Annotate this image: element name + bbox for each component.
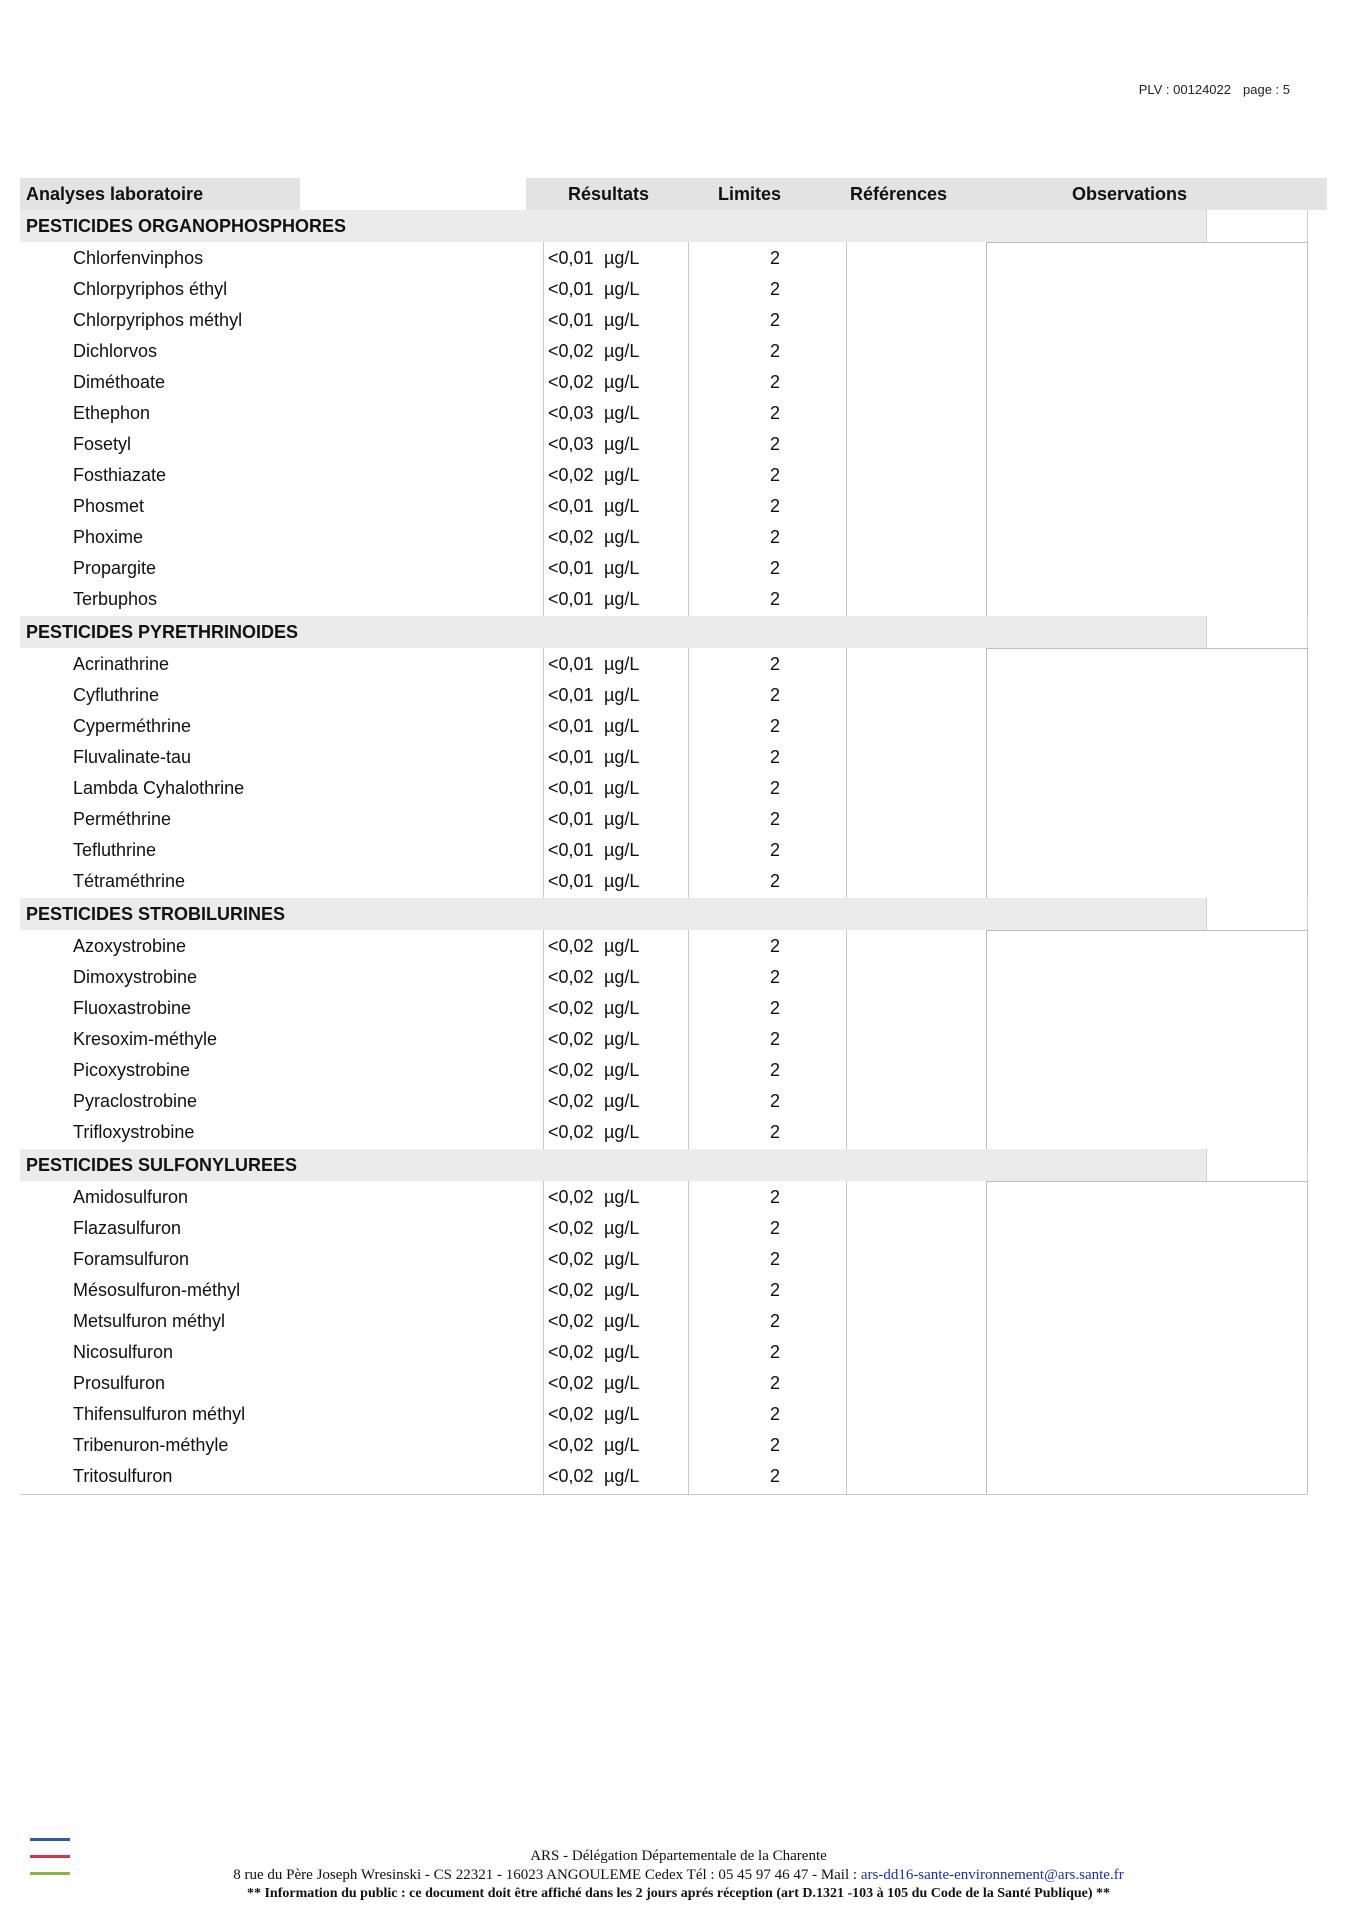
limit-value: 2 (769, 1060, 780, 1080)
result-unit: µg/L (604, 809, 640, 829)
section-title: PESTICIDES STROBILURINES (26, 904, 286, 924)
result-value: <0,01 (548, 685, 594, 705)
limit-value: 2 (769, 1342, 780, 1362)
table-row (20, 459, 1308, 490)
result-unit: µg/L (604, 1091, 640, 1111)
table-row (20, 772, 1308, 803)
result-value: <0,02 (548, 998, 594, 1018)
limit-value: 2 (769, 840, 780, 860)
limit-value: 2 (769, 1122, 780, 1142)
section-rows (20, 930, 1308, 1151)
limit-value: 2 (769, 434, 780, 454)
result-unit: µg/L (604, 1311, 640, 1331)
result-unit: µg/L (604, 1187, 640, 1207)
limit-value: 2 (769, 1280, 780, 1300)
result-unit: µg/L (604, 840, 640, 860)
result-unit: µg/L (604, 998, 640, 1018)
table-row (20, 865, 1308, 896)
analyte-name: Nicosulfuron (73, 1342, 174, 1362)
analyte-name: Pyraclostrobine (73, 1091, 198, 1111)
limit-value: 2 (769, 778, 780, 798)
section-header (20, 1149, 1206, 1181)
table-row (20, 1243, 1308, 1274)
result-value: <0,01 (548, 809, 594, 829)
table-row (20, 1116, 1308, 1147)
result-unit: µg/L (604, 1373, 640, 1393)
analyte-name: Tribenuron-méthyle (73, 1435, 229, 1455)
result-value: <0,02 (548, 1122, 594, 1142)
analyte-name: Fosthiazate (73, 465, 167, 485)
limit-value: 2 (769, 372, 780, 392)
limit-value: 2 (769, 1218, 780, 1238)
result-value: <0,01 (548, 654, 594, 674)
limit-value: 2 (769, 1249, 780, 1269)
result-value: <0,01 (548, 279, 594, 299)
logo-blue-bar (30, 1838, 70, 1841)
section-header-tail (1206, 898, 1308, 930)
footer-notice: ** Information du public : ce document doit être affiché dans les 2 jours aprés réception (art D.1321 -103 à 105 du Code de la Santé Publique) ** (246, 1886, 1111, 1901)
table-row (20, 490, 1308, 521)
result-value: <0,01 (548, 589, 594, 609)
result-unit: µg/L (604, 967, 640, 987)
table-row (20, 741, 1308, 772)
table-row (20, 992, 1308, 1023)
table-row (20, 1212, 1308, 1243)
analyte-name: Chlorpyriphos éthyl (73, 279, 228, 299)
result-unit: µg/L (604, 434, 640, 454)
limit-value: 2 (769, 998, 780, 1018)
section-header (20, 898, 1206, 930)
analyte-name: Tritosulfuron (73, 1466, 173, 1486)
table-row (20, 679, 1308, 710)
limit-value: 2 (769, 1373, 780, 1393)
analyte-name: Azoxystrobine (73, 936, 187, 956)
analyte-name: Tefluthrine (73, 840, 157, 860)
analyte-name: Thifensulfuron méthyl (73, 1404, 246, 1424)
analyte-name: Picoxystrobine (73, 1060, 191, 1080)
analyte-name: Prosulfuron (73, 1373, 166, 1393)
footer-address (0, 1867, 1357, 1884)
result-unit: µg/L (604, 527, 640, 547)
analyte-name: Terbuphos (73, 589, 158, 609)
result-value: <0,01 (548, 747, 594, 767)
result-value: <0,01 (548, 558, 594, 578)
table-row (20, 552, 1308, 583)
table-row (20, 304, 1308, 335)
limit-value: 2 (769, 558, 780, 578)
result-unit: µg/L (604, 936, 640, 956)
page-reference (1100, 82, 1290, 97)
result-value: <0,03 (548, 434, 594, 454)
result-unit: µg/L (604, 310, 640, 330)
result-value: <0,02 (548, 1187, 594, 1207)
limit-value: 2 (769, 967, 780, 987)
table-row (20, 242, 1308, 273)
table-row (20, 1336, 1308, 1367)
result-unit: µg/L (604, 1342, 640, 1362)
table-row (20, 961, 1308, 992)
limit-value: 2 (769, 654, 780, 674)
result-value: <0,01 (548, 778, 594, 798)
analyte-name: Foramsulfuron (73, 1249, 190, 1269)
limit-value: 2 (769, 871, 780, 891)
analyte-name: Dimoxystrobine (73, 967, 198, 987)
header-limites: Limites (718, 184, 782, 204)
table-row (20, 1429, 1308, 1460)
result-value: <0,02 (548, 1404, 594, 1424)
analyte-name: Mésosulfuron-méthyl (73, 1280, 241, 1300)
limit-value: 2 (769, 1029, 780, 1049)
table-row (20, 1398, 1308, 1429)
table-row (20, 1460, 1308, 1491)
analyte-name: Phoxime (73, 527, 144, 547)
footer-address-text: 8 rue du Père Joseph Wresinski - CS 22321 - 16023 ANGOULEME Cedex Tél : 05 45 97 46 47 - Mail : (233, 1867, 861, 1883)
header-references: Références (850, 184, 948, 204)
table-row (20, 648, 1308, 679)
limit-value: 2 (769, 496, 780, 516)
plv-number: PLV : 00124022 (1138, 82, 1231, 97)
section-header-tail (1206, 616, 1308, 648)
section-title: PESTICIDES SULFONYLUREES (26, 1155, 298, 1175)
result-unit: µg/L (604, 465, 640, 485)
table-row (20, 521, 1308, 552)
table-row (20, 930, 1308, 961)
limit-value: 2 (769, 341, 780, 361)
result-unit: µg/L (604, 871, 640, 891)
limit-value: 2 (769, 589, 780, 609)
analyte-name: Propargite (73, 558, 157, 578)
analyte-name: Fluvalinate-tau (73, 747, 192, 767)
section-rows (20, 648, 1308, 900)
limit-value: 2 (769, 1466, 780, 1486)
footer-email-link[interactable]: ars-dd16-sante-environnement@ars.sante.fr (860, 1867, 1124, 1883)
table-row (20, 1181, 1308, 1212)
result-unit: µg/L (604, 403, 640, 423)
result-value: <0,01 (548, 496, 594, 516)
analyte-name: Kresoxim-méthyle (73, 1029, 218, 1049)
table-row (20, 710, 1308, 741)
result-unit: µg/L (604, 1029, 640, 1049)
section-rows (20, 242, 1308, 618)
result-value: <0,02 (548, 1280, 594, 1300)
result-value: <0,02 (548, 1249, 594, 1269)
section-title: PESTICIDES ORGANOPHOSPHORES (26, 216, 347, 236)
limit-value: 2 (769, 403, 780, 423)
result-unit: µg/L (604, 1060, 640, 1080)
result-value: <0,02 (548, 372, 594, 392)
result-unit: µg/L (604, 654, 640, 674)
result-value: <0,02 (548, 1435, 594, 1455)
section-header (20, 210, 1206, 242)
section-header (20, 616, 1206, 648)
analyte-name: Tétraméthrine (73, 871, 186, 891)
limit-value: 2 (769, 465, 780, 485)
result-unit: µg/L (604, 589, 640, 609)
section-header-tail (1206, 210, 1308, 242)
result-value: <0,01 (548, 310, 594, 330)
result-value: <0,02 (548, 1373, 594, 1393)
analyte-name: Acrinathrine (73, 654, 170, 674)
result-unit: µg/L (604, 496, 640, 516)
section-bottom-rule (20, 1494, 1308, 1495)
table-row (20, 803, 1308, 834)
analyte-name: Metsulfuron méthyl (73, 1311, 226, 1331)
analyte-name: Fluoxastrobine (73, 998, 192, 1018)
limit-value: 2 (769, 248, 780, 268)
limit-value: 2 (769, 1091, 780, 1111)
analyte-name: Trifloxystrobine (73, 1122, 195, 1142)
section-title: PESTICIDES PYRETHRINOIDES (26, 622, 299, 642)
header-blank-cell (300, 178, 526, 210)
analyte-name: Phosmet (73, 496, 145, 516)
result-value: <0,02 (548, 967, 594, 987)
result-unit: µg/L (604, 1122, 640, 1142)
limit-value: 2 (769, 685, 780, 705)
limit-value: 2 (769, 310, 780, 330)
result-value: <0,02 (548, 1342, 594, 1362)
table-row (20, 335, 1308, 366)
limit-value: 2 (769, 1311, 780, 1331)
analyte-name: Cyperméthrine (73, 716, 192, 736)
analyte-name: Chlorpyriphos méthyl (73, 310, 243, 330)
result-unit: µg/L (604, 341, 640, 361)
header-analyses: Analyses laboratoire (26, 184, 204, 204)
header-resultats: Résultats (568, 184, 650, 204)
result-unit: µg/L (604, 716, 640, 736)
result-unit: µg/L (604, 747, 640, 767)
result-unit: µg/L (604, 685, 640, 705)
limit-value: 2 (769, 1435, 780, 1455)
table-row (20, 1305, 1308, 1336)
analyte-name: Perméthrine (73, 809, 172, 829)
section-rows (20, 1181, 1308, 1495)
limit-value: 2 (769, 1187, 780, 1207)
result-unit: µg/L (604, 248, 640, 268)
result-value: <0,02 (548, 1218, 594, 1238)
table-row (20, 834, 1308, 865)
result-value: <0,01 (548, 871, 594, 891)
result-unit: µg/L (604, 778, 640, 798)
table-row (20, 397, 1308, 428)
result-unit: µg/L (604, 558, 640, 578)
table-row (20, 1274, 1308, 1305)
table-row (20, 583, 1308, 614)
analyte-name: Chlorfenvinphos (73, 248, 204, 268)
analyte-name: Diméthoate (73, 372, 166, 392)
page-number: page : 5 (1243, 82, 1290, 97)
analyte-name: Flazasulfuron (73, 1218, 182, 1238)
section-header-tail (1206, 1149, 1308, 1181)
table-row (20, 366, 1308, 397)
analyte-name: Lambda Cyhalothrine (73, 778, 245, 798)
limit-value: 2 (769, 716, 780, 736)
result-value: <0,02 (548, 1091, 594, 1111)
result-value: <0,01 (548, 840, 594, 860)
footer-organization: ARS - Délégation Départementale de la Charente (530, 1848, 827, 1864)
limit-value: 2 (769, 936, 780, 956)
table-row (20, 1085, 1308, 1116)
result-value: <0,01 (548, 716, 594, 736)
result-unit: µg/L (604, 1466, 640, 1486)
analyte-name: Ethephon (73, 403, 151, 423)
analyte-name: Amidosulfuron (73, 1187, 189, 1207)
result-value: <0,02 (548, 936, 594, 956)
limit-value: 2 (769, 527, 780, 547)
result-value: <0,02 (548, 465, 594, 485)
result-unit: µg/L (604, 1435, 640, 1455)
result-value: <0,02 (548, 1311, 594, 1331)
result-value: <0,02 (548, 527, 594, 547)
analyte-name: Fosetyl (73, 434, 132, 454)
result-value: <0,02 (548, 1029, 594, 1049)
table-row (20, 1023, 1308, 1054)
table-row (20, 1367, 1308, 1398)
result-unit: µg/L (604, 1218, 640, 1238)
table-row (20, 428, 1308, 459)
header-observations: Observations (1072, 184, 1188, 204)
result-value: <0,02 (548, 341, 594, 361)
limit-value: 2 (769, 747, 780, 767)
result-value: <0,01 (548, 248, 594, 268)
result-unit: µg/L (604, 372, 640, 392)
limit-value: 2 (769, 809, 780, 829)
table-row (20, 273, 1308, 304)
limit-value: 2 (769, 279, 780, 299)
limit-value: 2 (769, 1404, 780, 1424)
result-unit: µg/L (604, 1404, 640, 1424)
result-value: <0,03 (548, 403, 594, 423)
analyte-name: Cyfluthrine (73, 685, 160, 705)
result-unit: µg/L (604, 279, 640, 299)
table-row (20, 1054, 1308, 1085)
table-header (20, 178, 1327, 210)
analyte-name: Dichlorvos (73, 341, 158, 361)
result-value: <0,02 (548, 1060, 594, 1080)
result-unit: µg/L (604, 1280, 640, 1300)
result-value: <0,02 (548, 1466, 594, 1486)
result-unit: µg/L (604, 1249, 640, 1269)
